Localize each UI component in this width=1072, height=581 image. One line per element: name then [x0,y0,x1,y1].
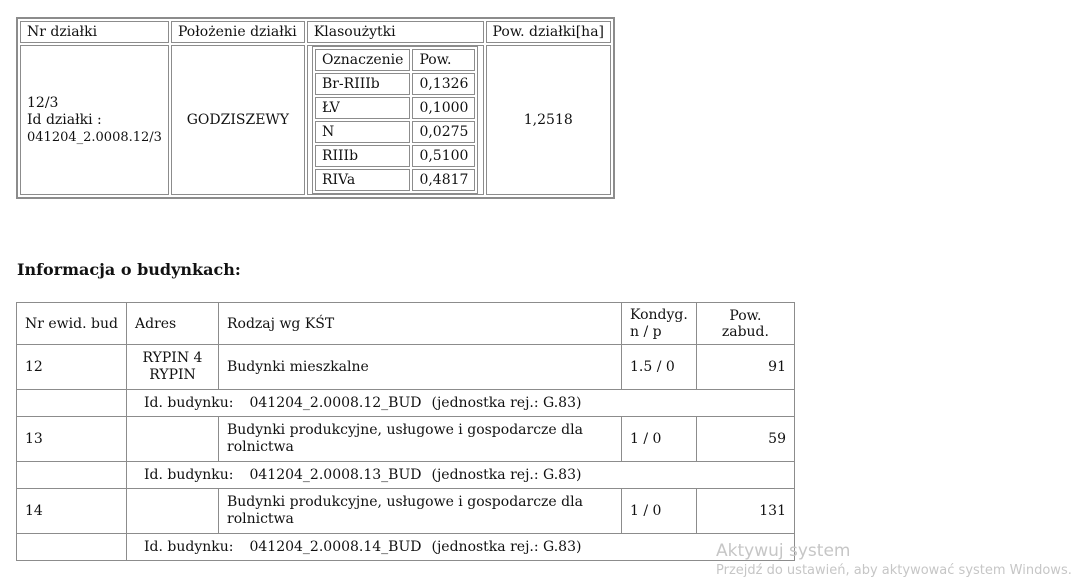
parcel-row [20,45,611,195]
windows-activation-watermark [716,540,1072,580]
building-floors: 1.5 / 0 [622,345,697,390]
building-address-line1: RYPIN 4 [142,350,203,366]
land-class-code-header: Oznaczenie [315,49,411,71]
building-address [127,417,219,462]
building-nr-header: Nr ewid. bud [17,303,127,345]
building-area: 59 [696,417,794,462]
land-class-code: RIVa [315,169,411,191]
building-id-prefix: Id. budynku: [144,539,234,555]
watermark-title: Aktywuj system [716,541,851,561]
buildings-heading: Informacja o budynkach: [17,260,241,279]
building-address-header: Adres [127,303,219,345]
land-class-area: 0,1326 [412,73,475,95]
building-kind: Budynki produkcyjne, usługowe i gospodarcze dla rolnictwa [219,417,622,462]
building-floors: 1 / 0 [622,489,697,534]
building-id-spacer [17,462,127,489]
land-class-code: Br-RIIIb [315,73,411,95]
land-class-code: ŁV [315,97,411,119]
building-id-prefix: Id. budynku: [144,467,234,483]
land-class-code: RIIIb [315,145,411,167]
building-floors: 1 / 0 [622,417,697,462]
parcel-nr-header: Nr działki [20,21,169,43]
building-id-cell [127,534,795,561]
building-address [127,345,219,390]
land-class-area: 0,4817 [412,169,475,191]
parcel-location: GODZISZEWY [171,45,305,195]
land-class-row [315,73,476,95]
building-area-header: Pow. zabud. [696,303,794,345]
parcel-table [16,17,615,199]
building-id: 041204_2.0008.13_BUD [249,467,422,483]
parcel-nr: 12/3 [27,94,59,111]
land-class-row [315,145,476,167]
building-id-spacer [17,390,127,417]
parcel-area-header: Pow. działki[ha] [486,21,611,43]
building-row [17,489,795,534]
building-id-cell [127,390,795,417]
building-address [127,489,219,534]
building-row [17,345,795,390]
parcel-id-label: Id działki : [27,111,102,128]
building-id-row [17,534,795,561]
building-id: 041204_2.0008.12_BUD [249,395,422,411]
building-area: 91 [696,345,794,390]
parcel-location-header: Położenie działki [171,21,305,43]
buildings-header-row [17,303,795,345]
building-id-row [17,462,795,489]
land-class-row [315,121,476,143]
land-class-row [315,97,476,119]
land-class-area-header: Pow. [412,49,475,71]
parcel-id-value: 041204_2.0008.12/3 [27,129,162,145]
land-class-code: N [315,121,411,143]
building-id: 041204_2.0008.14_BUD [249,539,422,555]
parcel-classes-header: Klasoużytki [307,21,484,43]
land-class-header-row [315,49,476,71]
building-id-prefix: Id. budynku: [144,395,234,411]
building-row [17,417,795,462]
building-kind: Budynki mieszkalne [219,345,622,390]
building-kind: Budynki produkcyjne, usługowe i gospodarcze dla rolnictwa [219,489,622,534]
building-nr: 12 [17,345,127,390]
building-floors-header-line1: Kondyg. [630,306,688,323]
parcel-area: 1,2518 [486,45,611,195]
parcel-classes-cell [307,45,484,195]
land-class-row [315,169,476,191]
land-class-area: 0,1000 [412,97,475,119]
building-unit: (jednostka rej.: G.83) [431,539,582,555]
land-class-table [312,46,479,194]
building-floors-header-line2: n / p [630,323,662,340]
building-address-line2: RYPIN [149,367,196,383]
building-id-spacer [17,534,127,561]
building-id-row [17,390,795,417]
building-unit: (jednostka rej.: G.83) [431,467,582,483]
building-nr: 13 [17,417,127,462]
building-area: 131 [696,489,794,534]
parcel-header-row [20,21,611,43]
land-class-area: 0,5100 [412,145,475,167]
building-id-cell [127,462,795,489]
building-floors-header [622,303,697,345]
buildings-table [16,302,795,561]
building-nr: 14 [17,489,127,534]
land-class-area: 0,0275 [412,121,475,143]
building-kind-header: Rodzaj wg KŚT [219,303,622,345]
parcel-nr-cell [20,45,169,195]
building-unit: (jednostka rej.: G.83) [431,395,582,411]
watermark-subtitle: Przejdź do ustawień, aby aktywować system Windows. [716,563,1072,578]
